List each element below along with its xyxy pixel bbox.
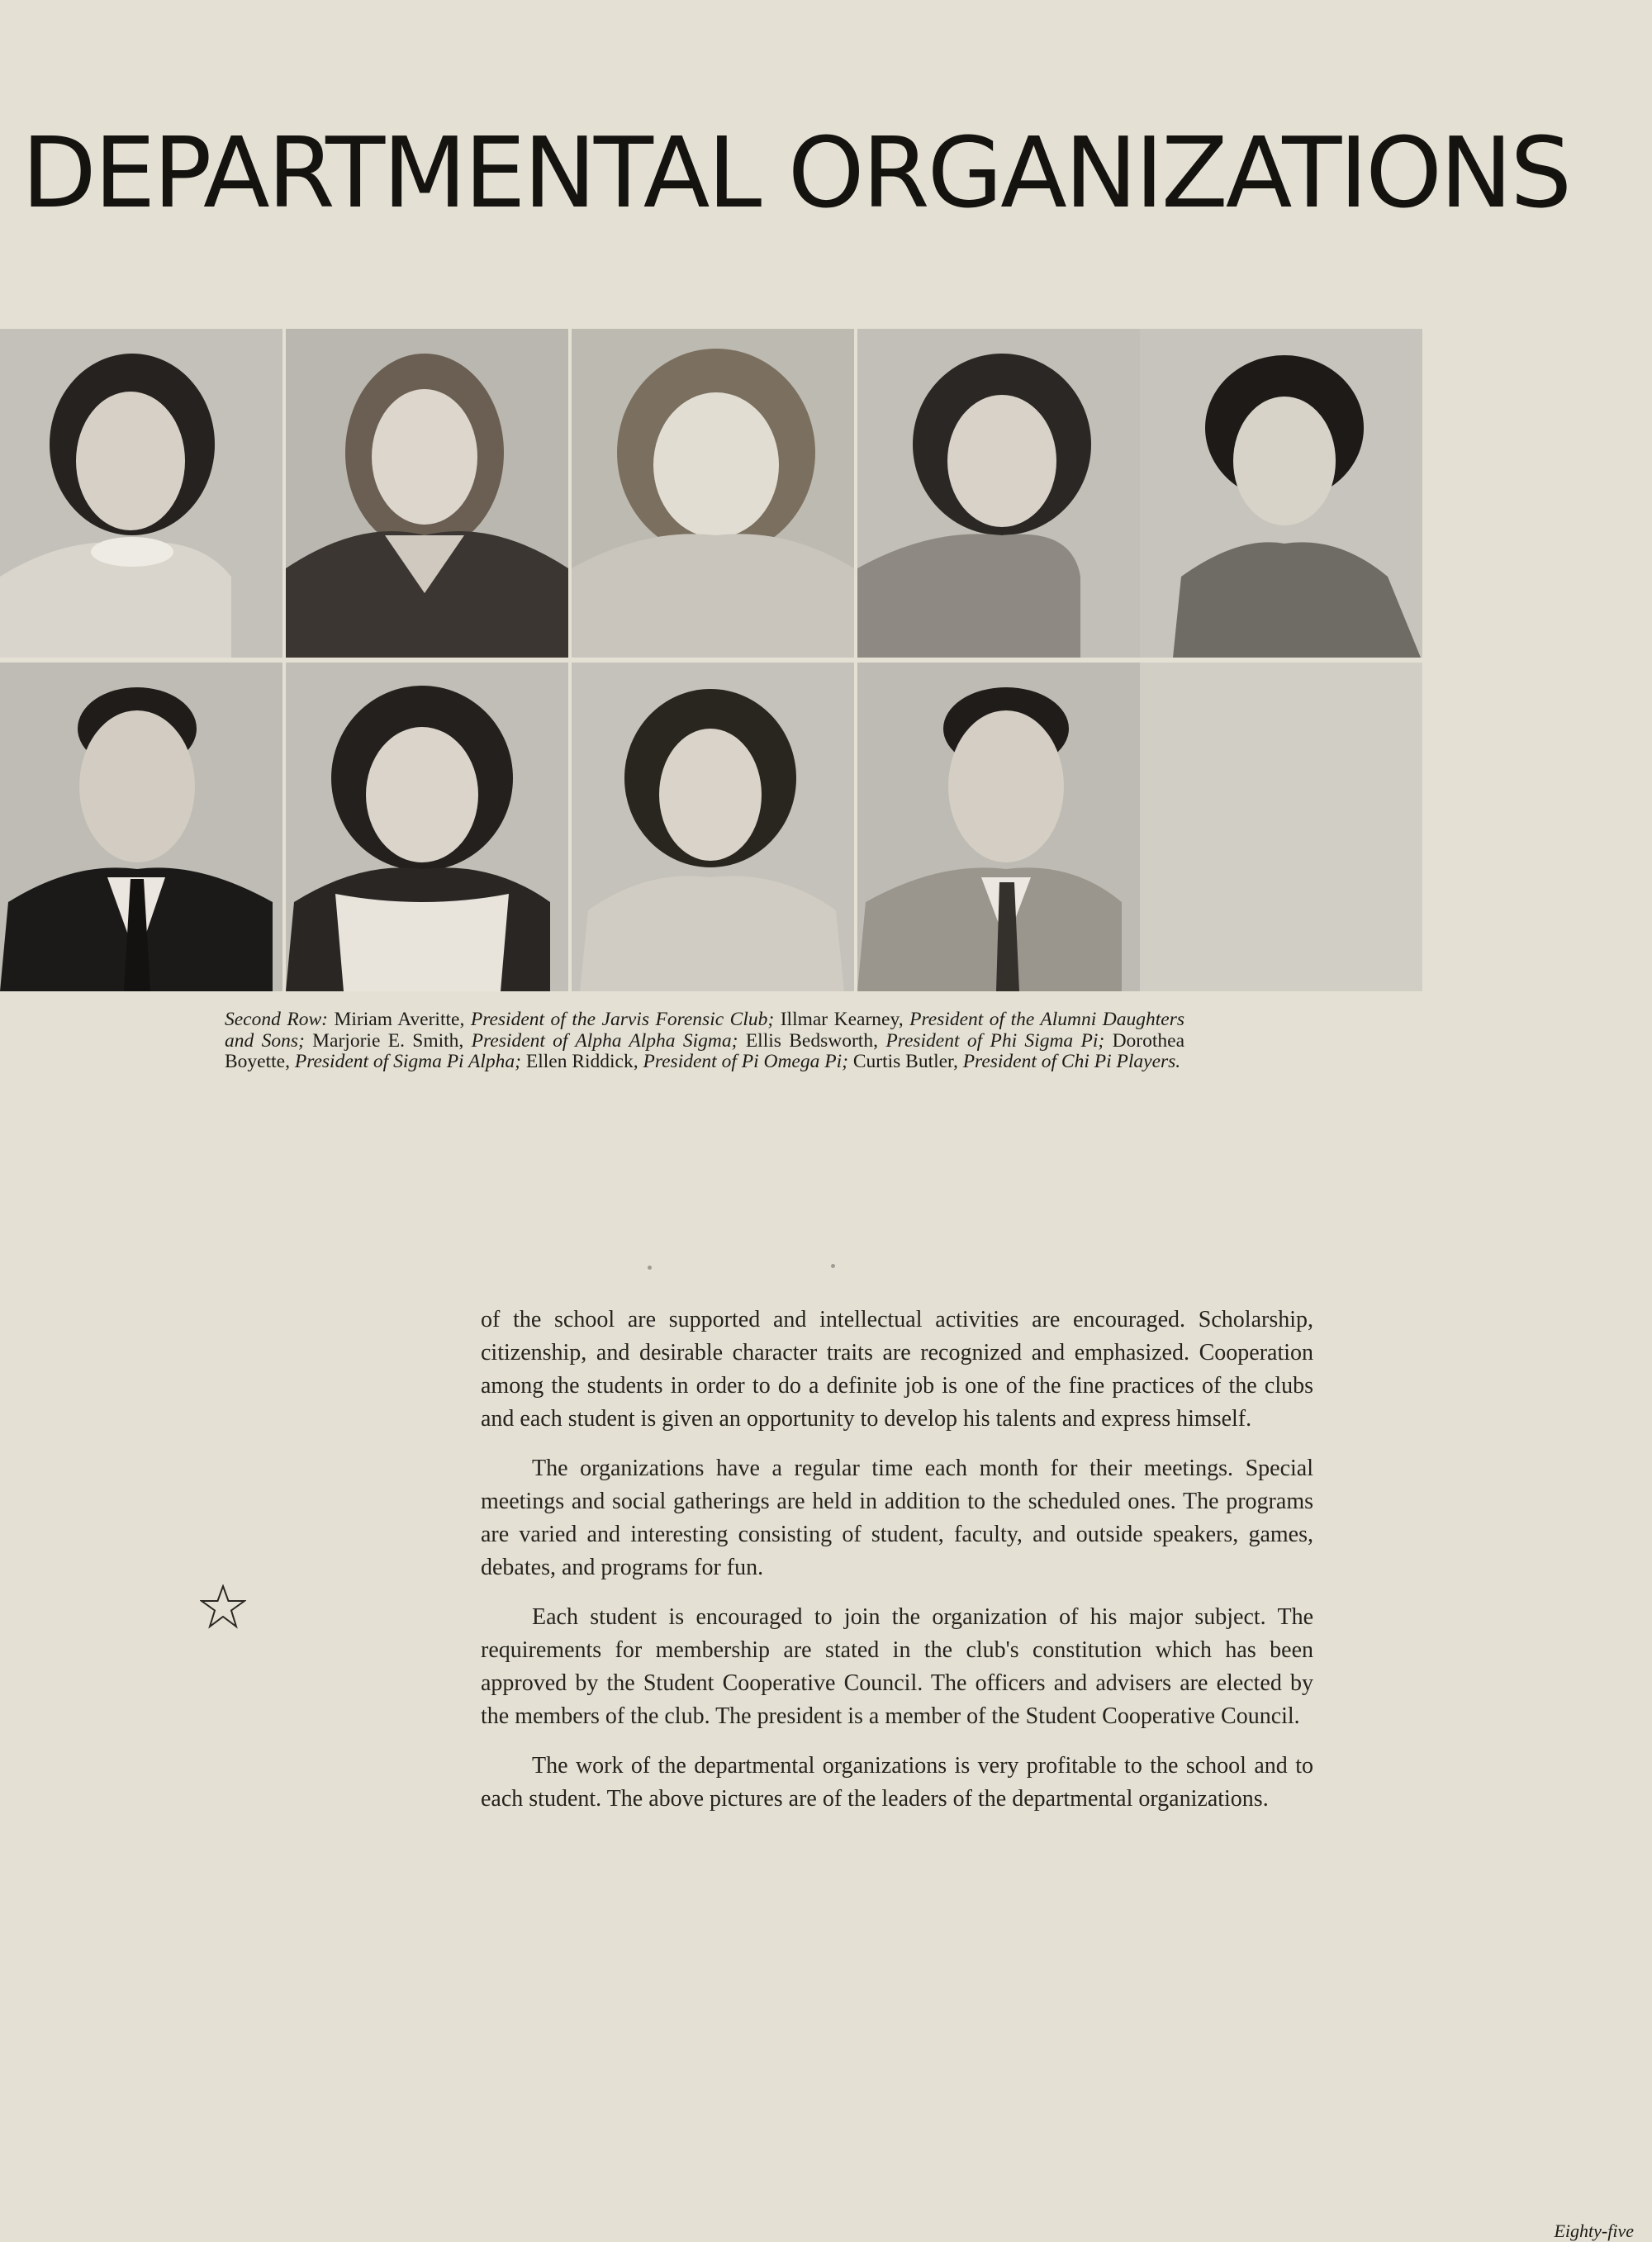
caption-role: President of Chi Pi Players.: [962, 1051, 1181, 1072]
caption-role: President of the Jarvis Forensic Club;: [470, 1009, 775, 1030]
page-title: DEPARTMENTAL ORGANIZATIONS: [21, 116, 1570, 230]
caption-role: President of the Alumni Daughters and Sons;: [225, 1009, 1185, 1052]
portrait-photo: [286, 329, 568, 658]
portrait-photo: [857, 663, 1140, 991]
body-paragraph: Each student is encouraged to join the organization of his major subject. The requirements for membership are stated in the club's constitution which has been approved by the Student Cooperative Council. The officers and advisers are elected by the members of the club. The president is a member of the Student Cooperative Council.: [481, 1604, 1313, 1729]
portrait-grid: [0, 329, 1422, 993]
caption-row-label: Second Row:: [225, 1009, 328, 1030]
portrait-photo: [572, 663, 854, 991]
portrait-photo: [286, 663, 568, 991]
caption-name: Illmar Kearney,: [780, 1009, 904, 1030]
caption-name: Ellen Riddick,: [525, 1051, 638, 1072]
caption-role: President of Phi Sigma Pi;: [885, 1029, 1105, 1052]
body-paragraph: The organizations have a regular time each month for their meetings. Special meetings and social gatherings are held in addition to the scheduled ones. The programs are varied and interesting consisting of student, faculty, and outside speakers, games, debates, and programs for fun.: [481, 1456, 1313, 1580]
photo-caption: [225, 1009, 1184, 1073]
portrait-photo: [857, 329, 1140, 658]
body-paragraph: The work of the departmental organizations is very profitable to the school and to each student. The above pictures are of the leaders of the departmental organizations.: [481, 1753, 1313, 1812]
caption-name: Curtis Butler,: [852, 1051, 958, 1072]
star-icon: [200, 1584, 246, 1629]
blank-photo-cell: [1140, 663, 1422, 991]
caption-role: President of Sigma Pi Alpha;: [294, 1051, 521, 1072]
body-text: [481, 1304, 1313, 1832]
caption-name: Ellis Bedsworth,: [745, 1029, 878, 1052]
body-paragraph: of the school are supported and intellectual activities are encouraged. Scholarship, citizenship, and desirable character traits are recognized and emphasized. Cooperation among the students in order to do a definite job is one of the fine practices of the clubs and each student is given an opportunity to develop his talents and express himself.: [481, 1307, 1313, 1432]
portrait-photo: [0, 663, 282, 991]
caption-name: Dorothea Boyette,: [225, 1029, 1185, 1072]
page-number: Eighty-five: [1554, 2221, 1634, 2241]
caption-role: President of Pi Omega Pi;: [643, 1051, 848, 1072]
caption-role: President of Alpha Alpha Sigma;: [471, 1029, 738, 1052]
portrait-photo: [0, 329, 282, 658]
portrait-photo: [1140, 329, 1422, 658]
paper-speck: [831, 1264, 835, 1268]
portrait-photo: [572, 329, 854, 658]
caption-name: Miriam Averitte,: [334, 1009, 465, 1030]
caption-name: Marjorie E. Smith,: [312, 1029, 464, 1052]
paper-speck: [648, 1266, 652, 1270]
